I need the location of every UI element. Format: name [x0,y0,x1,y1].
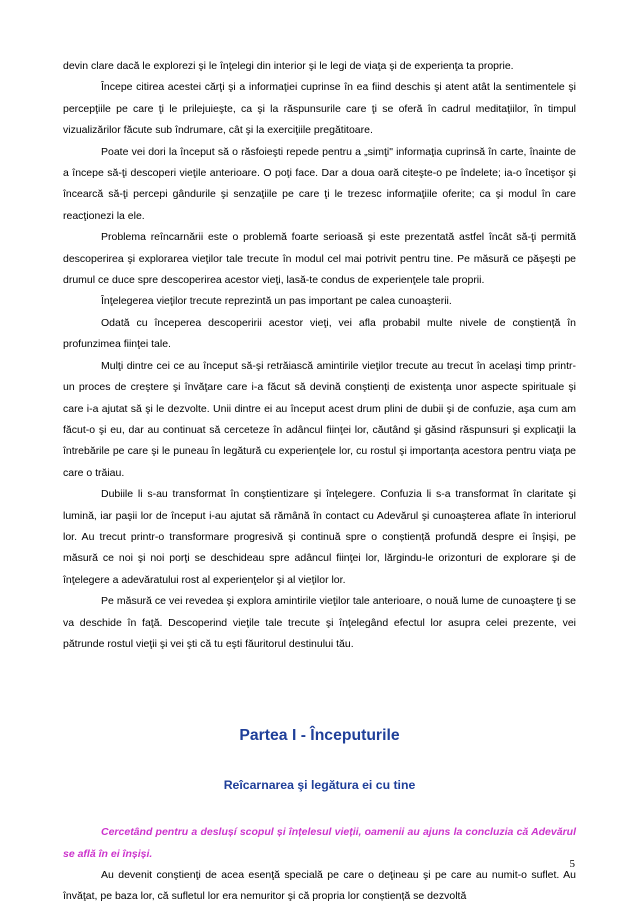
document-page [63,56,576,908]
chapter-heading: Reîcarnarea şi legătura ei cu tine [223,777,416,792]
section-spacer [63,655,576,725]
paragraph: Începe citirea acestei cărţi şi a informaţiei cuprinse în ea fiind deschis şi atent atât la sentimentele şi percepţiile pe care ţi le prilejuieşte, ca şi la răspunsurile care ţi se oferă în cadrul meditaţiilor, în timpul vizualizărilor făcute sub îndrumare, cât şi la exerciţiile pregătitoare. [63,81,576,137]
page-number: 5 [569,858,575,870]
paragraph: Pe măsură ce vei revedea şi explora amintirile vieţilor tale anterioare, o nouă lume de cunoaştere ţi se va deschide în faţă. Descoperind vieţile tale trecute şi înţelegând efectul lor asupra celei prezente, vei pătrunde rostul vieţii şi vei şti că tu eşti făuritorul destinului tău. [63,595,576,650]
paragraph: Au devenit conştienţi de acea esenţă specială pe care o deţineau şi pe care au numit-o suflet. Au învăţat, pe baza lor, că sufletul lor era nemuritor şi că propria lor conștiență se dezvoltă [63,869,576,903]
lead-paragraph: Cercetând pentru a deslușí scopul și înțelesul vieții, oamenii au ajuns la concluzia că Adevărul se află în ei înșiși. [63,826,576,860]
paragraph-continuation: devin clare dacă le explorezi şi le înţelegi din interior şi le legi de viaţa şi de experienţa ta proprie. [63,60,514,72]
paragraph: Dubiile li s-au transformat în conştientizare şi înţelegere. Confuzia li s-a transformat în claritate şi lumină, iar paşii lor de început i-au ajutat să rămână în contact cu Adevărul şi cunoaşterea aflate în interiorul lor. Au trecut printr-o transformare progresivă şi continuă spre o conștiență profundă despre ei înşişi, pe măsură ce noi şi noi porţi se deschideau spre adâncul fiinţei lor, lărgindu-le orizonturi de explorare şi de înţelegere a adevăratului rost al experienţelor şi al vieţilor lor. [63,488,576,586]
paragraph: Mulţi dintre cei ce au început să-şi retrăiască amintirile vieţilor trecute au trecut în acelaşi timp printr-un proces de creştere şi învăţare care i-a făcut să devină conştienţi de existenţa unor aspecte spirituale şi care i-a ajutat să şi le dezvolte. Unii dintre ei au început acest drum plini de dubii şi de confuzie, aşa cum am făcut-o şi eu, dar au continuat să cerceteze în adâncul fiinţei lor, căutând şi găsind răspunsuri şi explicaţii la întrebările pe care şi le puneau în legătură cu experienţele lor, cu rostul şi importanța acestora pentru viaţa pe care o trăiau. [63,359,576,479]
paragraph: Odată cu începerea descoperirii acestor vieţi, vei afla probabil multe nivele de conștiență în profunzimea fiinţei tale. [63,316,576,351]
paragraph: Poate vei dori la început să o răsfoieşti repede pentru a „simţi" informaţia cuprinsă în carte, înainte de a începe să-ţi descoperi vieţile anterioare. O poţi face. Dar a doua oară citeşte-o pe îndelete; ia-o încetişor şi încearcă să-ţi percepi gândurile şi senzaţiile pe care ţi le trezesc informaţiile oferite; ca şi modul în care reacţionezi la ele. [63,145,576,222]
paragraph: Înţelegerea vieţilor trecute reprezintă un pas important pe calea cunoaşterii. [101,295,452,308]
paragraph: Problema reîncarnării este o problemă foarte serioasă şi este prezentată astfel încât să-ţi permită descoperirea şi explorarea vieţilor tale trecute în modul cel mai potrivit pentru tine. Pe măsură ce păşeşti pe drumul ce duce spre descoperirea acestor vieţi, lasă-te condus de experienţele tale proprii. [63,231,576,287]
part-heading: Partea I - Începuturile [239,727,400,745]
